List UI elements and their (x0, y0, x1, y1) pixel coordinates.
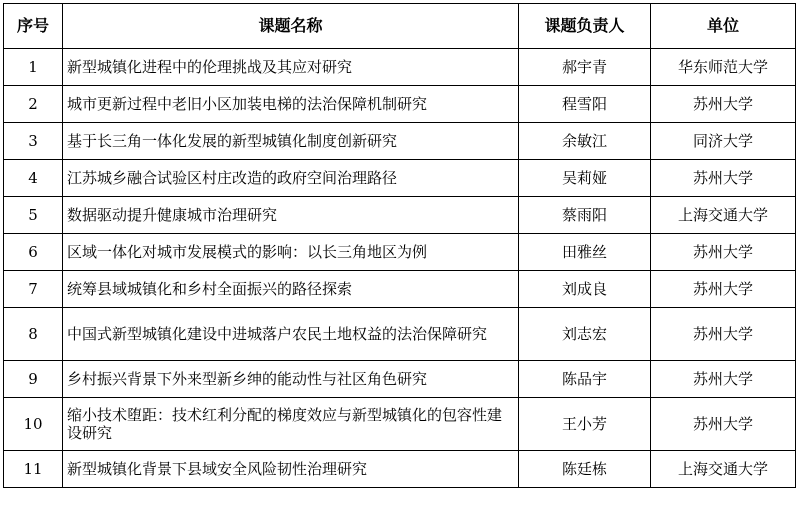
row-lead: 王小芳 (519, 398, 651, 451)
table-row (4, 86, 796, 123)
row-unit: 华东师范大学 (651, 49, 796, 86)
row-lead: 吴莉娅 (519, 160, 651, 197)
table-row (4, 271, 796, 308)
row-title: 缩小技术堕距：技术红利分配的梯度效应与新型城镇化的包容性建设研究 (63, 398, 519, 451)
table-row (4, 197, 796, 234)
row-title: 新型城镇化进程中的伦理挑战及其应对研究 (63, 49, 519, 86)
row-index: 6 (4, 234, 63, 271)
row-title: 江苏城乡融合试验区村庄改造的政府空间治理路径 (63, 160, 519, 197)
row-unit: 苏州大学 (651, 361, 796, 398)
row-lead: 刘志宏 (519, 308, 651, 361)
row-unit: 同济大学 (651, 123, 796, 160)
row-index: 3 (4, 123, 63, 160)
table-body (4, 49, 796, 488)
table-row (4, 308, 796, 361)
row-title: 统筹县域城镇化和乡村全面振兴的路径探索 (63, 271, 519, 308)
table-row (4, 361, 796, 398)
row-index: 10 (4, 398, 63, 451)
header-row (4, 4, 796, 49)
table-row (4, 451, 796, 488)
row-unit: 上海交通大学 (651, 197, 796, 234)
table-row (4, 398, 796, 451)
row-unit: 苏州大学 (651, 86, 796, 123)
header-lead: 课题负责人 (519, 4, 651, 49)
table-row (4, 234, 796, 271)
table-row (4, 160, 796, 197)
row-lead: 陈廷栋 (519, 451, 651, 488)
row-lead: 郝宇青 (519, 49, 651, 86)
row-title: 基于长三角一体化发展的新型城镇化制度创新研究 (63, 123, 519, 160)
row-unit: 苏州大学 (651, 234, 796, 271)
table-row (4, 123, 796, 160)
row-index: 5 (4, 197, 63, 234)
topics-table (3, 3, 796, 488)
row-title: 中国式新型城镇化建设中进城落户农民土地权益的法治保障研究 (63, 308, 519, 361)
table-row (4, 49, 796, 86)
row-title: 乡村振兴背景下外来型新乡绅的能动性与社区角色研究 (63, 361, 519, 398)
row-title: 数据驱动提升健康城市治理研究 (63, 197, 519, 234)
row-lead: 田雅丝 (519, 234, 651, 271)
row-index: 7 (4, 271, 63, 308)
row-lead: 陈品宇 (519, 361, 651, 398)
row-index: 11 (4, 451, 63, 488)
row-index: 4 (4, 160, 63, 197)
row-unit: 苏州大学 (651, 398, 796, 451)
header-unit: 单位 (651, 4, 796, 49)
row-unit: 苏州大学 (651, 308, 796, 361)
row-title: 区域一体化对城市发展模式的影响：以长三角地区为例 (63, 234, 519, 271)
row-index: 2 (4, 86, 63, 123)
row-unit: 苏州大学 (651, 271, 796, 308)
row-title: 新型城镇化背景下县域安全风险韧性治理研究 (63, 451, 519, 488)
row-index: 9 (4, 361, 63, 398)
header-title: 课题名称 (63, 4, 519, 49)
row-lead: 刘成良 (519, 271, 651, 308)
row-unit: 苏州大学 (651, 160, 796, 197)
table-header (4, 4, 796, 49)
row-index: 1 (4, 49, 63, 86)
row-index: 8 (4, 308, 63, 361)
row-unit: 上海交通大学 (651, 451, 796, 488)
header-index: 序号 (4, 4, 63, 49)
row-lead: 余敏江 (519, 123, 651, 160)
row-title: 城市更新过程中老旧小区加装电梯的法治保障机制研究 (63, 86, 519, 123)
row-lead: 程雪阳 (519, 86, 651, 123)
row-lead: 蔡雨阳 (519, 197, 651, 234)
